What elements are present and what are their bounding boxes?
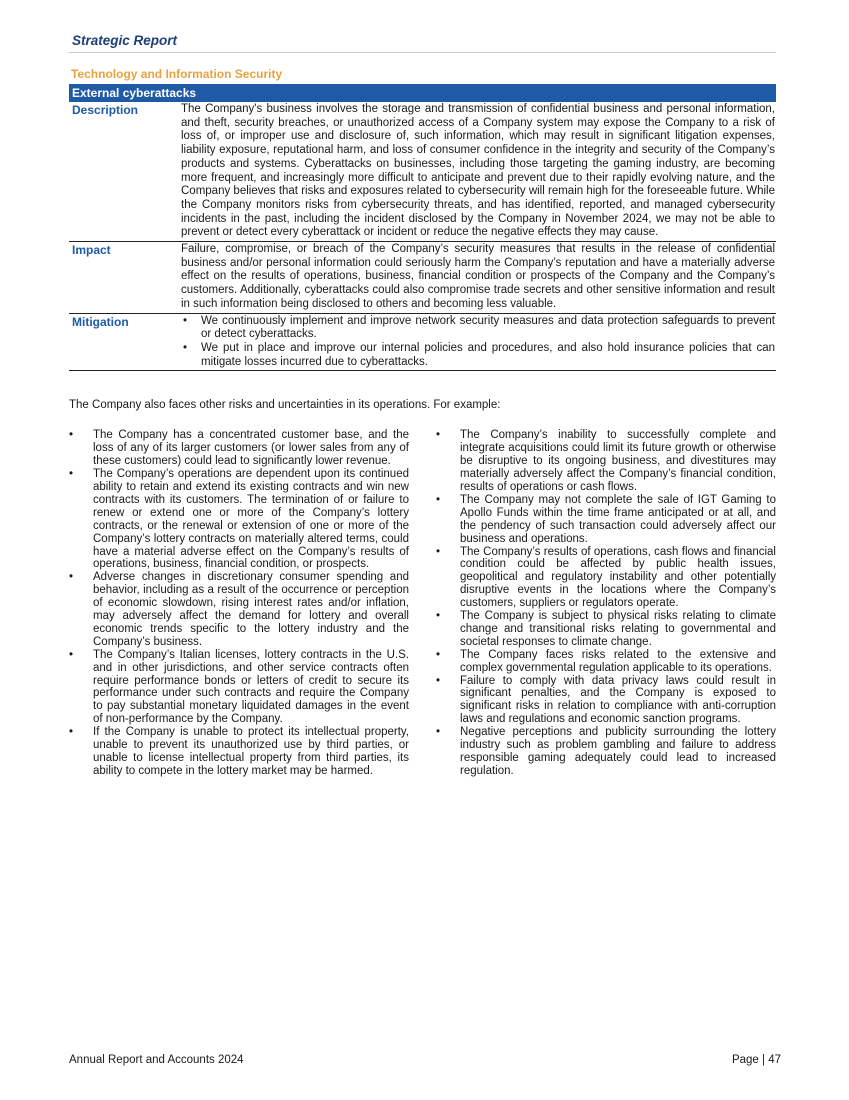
mitigation-label: Mitigation xyxy=(72,314,129,329)
risk-row-description xyxy=(69,102,776,242)
mitigation-item: • We continuously implement and improve network security measures and data protection safeguards to prevent or detect cyberattacks. xyxy=(181,315,775,342)
risk-list-item: • The Company is subject to physical risks relating to climate change and transitional risks relating to governmental and societal responses to climate change. xyxy=(436,610,776,649)
page-content xyxy=(69,30,776,778)
risk-list-item: • The Company’s Italian licenses, lottery contracts in the U.S. and in other jurisdictions, and other service contracts often require performance bonds or letters of credit to secure its performance under such contracts and require the Company to pay substantial monetary liquidated damages in the event of non-performance by the Company. xyxy=(69,649,409,726)
description-text: The Company's business involves the storage and transmission of confidential business and personal information, and theft, security breaches, or unauthorized access of a Company system may expose the Company to a risk of loss of, or improper use and disclosure of, such information, which may result in significant litigation expenses, liability exposure, reputational harm, and loss of consumer confidence in the integrity and security of the Company’s products and systems. Cyberattacks on businesses, including those targeting the gaming industry, are becoming more frequent, and increasingly more difficult to anticipate and prevent due to their rapidly evolving nature, and the Company believes that risks and exposures related to cybersecurity will remain high for the foreseeable future. While the Company monitors risks from cybersecurity threats, and has identified, reported, and managed cybersecurity incidents in the past, including the incident disclosed by the Company in November 2024, we may not be able to prevent or detect every cyberattack or incident or reduce the negative effects they may cause. xyxy=(181,103,775,239)
risk-list-item: • If the Company is unable to protect its intellectual property, unable to prevent its unauthorized use by third parties, or unable to license intellectual property from third parties, its ability to compete in the lottery market may be harmed. xyxy=(69,726,409,778)
page-header-title: Strategic Report xyxy=(69,30,776,53)
risk-list-item: • The Company’s operations are dependent upon its continued ability to retain and extend its existing contracts and win new contracts with its customers. The termination of or failure to renew or extend one or more of the Company’s lottery contracts, or the renewal or extension of one or more of the Company’s lottery contracts on materially altered terms, could have a material adverse effect on the Company’s results of operations, business, financial condition, or prospects. xyxy=(69,468,409,571)
risk-list-item: • The Company has a concentrated customer base, and the loss of any of its larger customers (or lower sales from any of these customers) could lead to significantly lower revenue. xyxy=(69,429,409,468)
section-title: Technology and Information Security xyxy=(71,67,283,81)
mitigation-item: • We put in place and improve our internal policies and procedures, and also hold insurance policies that can mitigate losses incurred due to cyberattacks. xyxy=(181,342,775,369)
footer-report-title: Annual Report and Accounts 2024 xyxy=(69,1054,244,1066)
mitigation-list xyxy=(178,314,776,371)
risk-list-item: • Negative perceptions and publicity surrounding the lottery industry such as problem gambling and failure to address responsible gaming adequately could lead to increased regulation. xyxy=(436,726,776,778)
risk-row-mitigation xyxy=(69,314,776,372)
risk-row-impact xyxy=(69,242,776,314)
risk-title: External cyberattacks xyxy=(69,84,776,102)
description-label: Description xyxy=(72,103,139,117)
impact-text: Failure, compromise, or breach of the Company’s security measures that results in the release of confidential business and/or personal information could seriously harm the Company’s reputation and have a materially adverse effect on the results of operations, business, financial condition or prospects of the Company and the Company’s customers. Additionally, cyberattacks could also compromise trade secrets and other sensitive information and result in such information being disclosed to others and becoming less valuable. xyxy=(181,243,775,310)
risk-table xyxy=(69,84,776,371)
risk-list-item: • The Company’s inability to successfully complete and integrate acquisitions could limit its future growth or otherwise be disruptive to its ongoing business, and divestitures may materially adversely affect the Company’s financial condition, results of operations or cash flows. xyxy=(436,429,776,494)
risk-list-item: • The Company may not complete the sale of IGT Gaming to Apollo Funds within the time frame anticipated or at all, and the pendency of such transaction could adversely affect our business and operations. xyxy=(436,494,776,546)
intro-text: The Company also faces other risks and uncertainties in its operations. For example: xyxy=(69,399,501,412)
risk-list-item: • Failure to comply with data privacy laws could result in significant penalties, and the Company is exposed to significant risks in relation to compliance with anti-corruption laws and regulations and economic sanction programs. xyxy=(436,675,776,727)
right-risk-list xyxy=(436,429,776,777)
impact-label: Impact xyxy=(72,243,111,258)
risk-list-item: • Adverse changes in discretionary consumer spending and behavior, including as a result of the occurrence or perception of economic slowdown, rising interest rates and/or inflation, may adversely affect the demand for lottery and overall economic trends specific to the lottery industry and the Company’s business. xyxy=(69,571,409,648)
page-footer xyxy=(69,1054,781,1066)
footer-page-number: Page | 47 xyxy=(731,1054,781,1066)
left-risk-list xyxy=(69,429,409,777)
risk-list-item: • The Company’s results of operations, cash flows and financial condition could be affected by public health issues, geopolitical and regulatory instability and other potentially disruptive events in the locations where the Company’s customers, suppliers or regulators operate. xyxy=(436,546,776,611)
risk-columns xyxy=(69,429,776,777)
risk-list-item: • The Company faces risks related to the extensive and complex governmental regulation applicable to its operations. xyxy=(436,649,776,675)
